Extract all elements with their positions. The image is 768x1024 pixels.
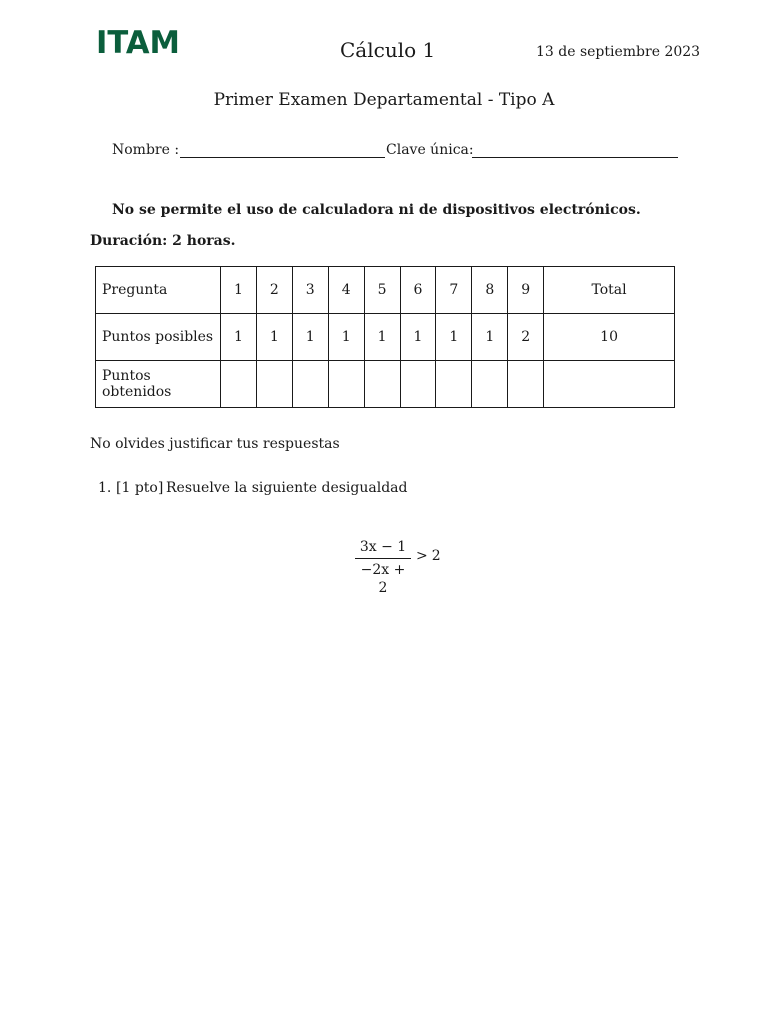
svg-text:ITAM: ITAM <box>96 26 180 56</box>
exam-title: Primer Examen Departamental - Tipo A <box>213 90 555 110</box>
obtained-cell[interactable] <box>436 361 472 408</box>
obtained-cell[interactable] <box>328 361 364 408</box>
inequality-rhs <box>416 548 445 564</box>
row-label: Puntos obtenidos <box>96 361 221 408</box>
question-number: 1. <box>98 480 112 496</box>
obtained-cell[interactable] <box>256 361 292 408</box>
calculator-warning: No se permite el uso de calculadora ni de dispositivos electrónicos. <box>112 202 641 218</box>
score-table <box>95 266 675 408</box>
name-field-line[interactable] <box>180 157 385 158</box>
possible-cell: 1 <box>364 314 400 361</box>
inequality-value: 2 <box>431 548 441 564</box>
obtained-cell[interactable] <box>364 361 400 408</box>
obtained-cell[interactable] <box>292 361 328 408</box>
question-cell: 7 <box>436 267 472 314</box>
question-cell: 8 <box>472 267 508 314</box>
course-title: Cálculo 1 <box>340 38 436 62</box>
table-row <box>96 361 675 408</box>
question-points: [1 pto] <box>116 480 164 496</box>
possible-cell: 1 <box>436 314 472 361</box>
inequality-operator: > <box>416 548 428 564</box>
inequality-fraction <box>355 538 411 596</box>
justify-note: No olvides justificar tus respuestas <box>90 436 340 452</box>
question-text: Resuelve la siguiente desigualdad <box>166 480 408 496</box>
possible-cell: 1 <box>292 314 328 361</box>
table-row <box>96 314 675 361</box>
clave-field-line[interactable] <box>472 157 678 158</box>
obtained-cell[interactable] <box>544 361 675 408</box>
obtained-cell[interactable] <box>400 361 436 408</box>
question-cell: 9 <box>508 267 544 314</box>
question-cell: 2 <box>256 267 292 314</box>
obtained-cell[interactable] <box>221 361 257 408</box>
possible-cell: 2 <box>508 314 544 361</box>
row-label: Pregunta <box>96 267 221 314</box>
question-cell: 5 <box>364 267 400 314</box>
question-cell: 6 <box>400 267 436 314</box>
clave-label: Clave única: <box>386 142 474 158</box>
fraction-numerator: 3x − 1 <box>359 539 407 555</box>
possible-cell: 10 <box>544 314 675 361</box>
possible-cell: 1 <box>400 314 436 361</box>
fraction-denominator: −2x + 2 <box>360 562 406 596</box>
question-cell: 4 <box>328 267 364 314</box>
possible-cell: 1 <box>221 314 257 361</box>
obtained-cell[interactable] <box>508 361 544 408</box>
table-row <box>96 267 675 314</box>
obtained-cell[interactable] <box>472 361 508 408</box>
possible-cell: 1 <box>328 314 364 361</box>
question-cell: 1 <box>221 267 257 314</box>
fraction-bar <box>355 558 411 559</box>
question-cell: 3 <box>292 267 328 314</box>
exam-date: 13 de septiembre 2023 <box>536 44 701 60</box>
question-cell: Total <box>544 267 675 314</box>
exam-duration: Duración: 2 horas. <box>90 233 236 249</box>
row-label: Puntos posibles <box>96 314 221 361</box>
possible-cell: 1 <box>472 314 508 361</box>
name-label: Nombre : <box>112 142 180 158</box>
possible-cell: 1 <box>256 314 292 361</box>
itam-logo <box>96 26 180 56</box>
